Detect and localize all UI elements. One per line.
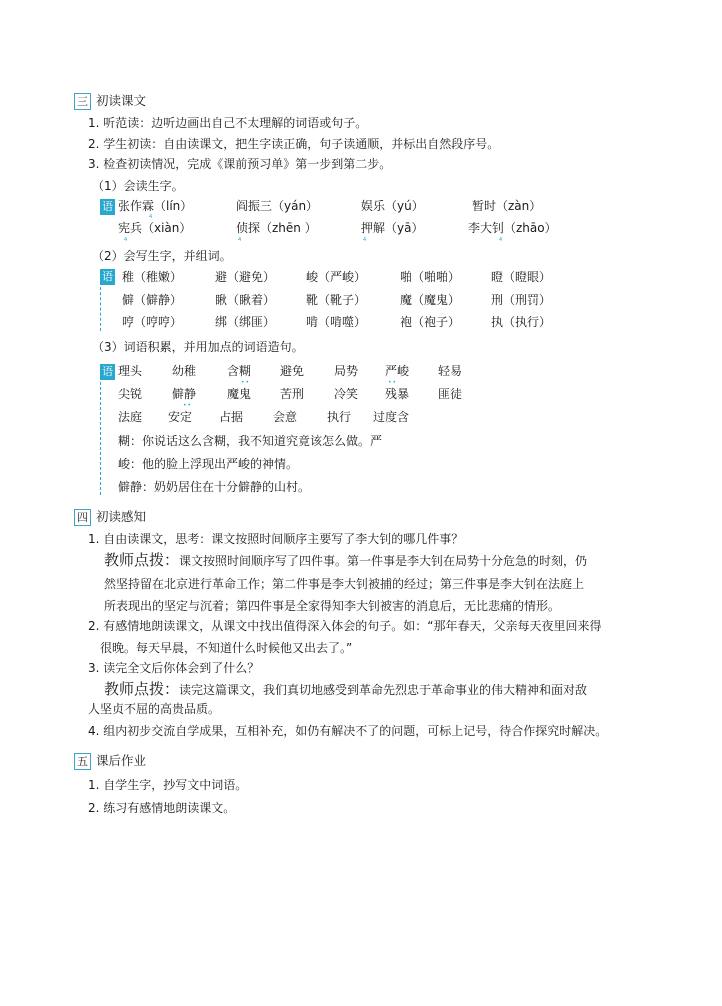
emphasis-dots: •• <box>388 379 398 386</box>
write-word: 靴（靴子） <box>306 293 367 307</box>
teacher-tip-line: 所表现出的坚定与沉着；第四件事是全家得知李大钊被害的消息后，无比悲痛的情形。 <box>104 599 561 613</box>
write-word: 瞅（瞅着） <box>215 293 276 307</box>
section-title: 初读课文 <box>96 93 147 108</box>
teacher-tip-label: 教师点拨： <box>104 680 180 698</box>
list-item: 2. 有感情地朗读课文，从课文中找出值得深入体会的句子。如：“那年春天，父亲每天夜里回来得 <box>88 619 602 633</box>
tone-mark-icon: 4 <box>238 237 242 243</box>
write-word: 执（执行） <box>491 315 552 329</box>
language-tag-icon: 语 <box>102 365 113 378</box>
teacher-tip-line: 然坚持留在北京进行革命工作；第二件事是李大钊被捕的经过；第三件事是李大钊在法庭上 <box>104 577 585 591</box>
pinyin-word: 娱乐（yú） <box>361 199 424 213</box>
emphasis-dots: •• <box>183 402 193 409</box>
vocab-word: 僻静 <box>172 387 197 401</box>
vocab-word: 法庭 <box>118 410 143 424</box>
list-item: 1. 自学生字，抄写文中词语。 <box>88 778 248 792</box>
vocab-word: 局势 <box>334 364 359 378</box>
section-title: 课后作业 <box>96 753 147 768</box>
example-sentence: 峻：他的脸上浮现出严峻的神情。 <box>118 457 299 471</box>
write-word: 瞪（瞪眼） <box>491 270 552 284</box>
section-number-badge: 四 <box>74 509 91 526</box>
write-word: 袍（袍子） <box>400 315 461 329</box>
list-item: 3. 检查初读情况，完成《课前预习单》第一步到第二步。 <box>88 157 392 171</box>
language-tag-icon: 语 <box>102 200 113 213</box>
vocab-word: 避免 <box>280 364 305 378</box>
vocab-word: 理头 <box>118 364 143 378</box>
vocab-word: 严峻 <box>385 364 410 378</box>
list-item-continuation: 很晚。每天早晨，不知道什么时候他又出去了。” <box>100 641 353 655</box>
write-word: 避（避免） <box>215 270 276 284</box>
tone-mark-icon: 4 <box>149 214 153 220</box>
write-word: 稚（稚嫩） <box>122 270 183 284</box>
vocab-word: 执行 <box>327 410 352 424</box>
vocab-word: 幼稚 <box>172 364 197 378</box>
tone-mark-icon: 4 <box>124 237 128 243</box>
tone-mark-icon: 4 <box>363 237 367 243</box>
write-word: 僻（僻静） <box>122 293 183 307</box>
list-item: 1. 听范读：边听边画出自己不太理解的词语或句子。 <box>88 116 368 130</box>
subheading: （1）会读生字。 <box>92 179 184 193</box>
vocab-word: 冷笑 <box>334 387 359 401</box>
vocab-word: 轻易 <box>438 364 463 378</box>
write-word: 刑（刑罚） <box>491 293 552 307</box>
vocab-word: 含糊 <box>227 364 252 378</box>
pinyin-word: 侦探（zhēn ） <box>236 221 317 235</box>
write-word: 绑（绑匪） <box>215 315 276 329</box>
list-item: 3. 读完全文后你体会到了什么？ <box>88 661 260 675</box>
example-sentence: 僻静：奶奶居住在十分僻静的山村。 <box>118 480 311 494</box>
write-word: 啪（啪啪） <box>400 270 461 284</box>
write-word: 哼（哼哼） <box>122 315 183 329</box>
vocab-word: 残暴 <box>385 387 410 401</box>
vocab-word: 过度含 <box>373 410 410 424</box>
dashed-divider <box>100 287 101 331</box>
pinyin-word: 宪兵（xiàn） <box>118 221 192 235</box>
write-word: 峻（严峻） <box>306 270 367 284</box>
list-item: 1. 自由读课文，思考：课文按照时间顺序主要写了李大钊的哪几件事？ <box>88 532 464 546</box>
teacher-tip-paragraph: 教师点拨：课文按照时间顺序写了四件事。第一件事是李大钊在局势十分危急的时刻，仍 <box>104 551 588 569</box>
vocab-word: 魔鬼 <box>227 387 252 401</box>
pinyin-word: 暂时（zàn） <box>472 199 542 213</box>
vocab-word: 占据 <box>219 410 244 424</box>
pinyin-word: 张作霖（lín） <box>118 199 193 213</box>
list-item: 2. 练习有感情地朗读课文。 <box>88 801 236 815</box>
teacher-tip-line: 人坚贞不屈的高贵品质。 <box>88 702 221 716</box>
section-number-badge: 五 <box>74 753 91 770</box>
vocab-word: 苦刑 <box>280 387 305 401</box>
vocab-word: 尖锐 <box>118 387 143 401</box>
write-word: 魔（魔鬼） <box>400 293 461 307</box>
list-item: 2. 学生初读：自由读课文，把生字读正确，句子读通顺，并标出自然段序号。 <box>88 137 500 151</box>
vocab-word: 匪徒 <box>438 387 463 401</box>
write-word: 啃（啃噬） <box>306 315 367 329</box>
subheading: （2）会写生字，并组词。 <box>92 249 232 263</box>
example-sentence: 糊：你说话这么含糊，我不知道究竟该怎么做。严 <box>118 434 383 448</box>
section-number-badge: 三 <box>74 93 91 110</box>
dashed-divider <box>100 382 101 495</box>
list-item: 4. 组内初步交流自学成果，互相补充，如仍有解决不了的问题，可标上记号，待合作探究时解决。 <box>88 724 608 738</box>
teacher-tip-paragraph: 教师点拨：读完这篇课文，我们真切地感受到革命先烈忠于革命事业的伟大精神和面对敌 <box>104 680 588 698</box>
tone-mark-icon: 4 <box>499 237 503 243</box>
pinyin-word: 阎振三（yán） <box>236 199 319 213</box>
vocab-word: 安定 <box>168 410 193 424</box>
subheading: （3）词语积累，并用加点的词语造句。 <box>92 340 304 354</box>
teacher-tip-label: 教师点拨： <box>104 551 180 569</box>
pinyin-word: 李大钊（zhāo） <box>468 221 557 235</box>
vocab-word: 会意 <box>273 410 298 424</box>
pinyin-word: 押解（yā） <box>361 221 424 235</box>
emphasis-dots: •• <box>241 379 251 386</box>
section-title: 初读感知 <box>96 509 147 524</box>
language-tag-icon: 语 <box>102 270 113 283</box>
